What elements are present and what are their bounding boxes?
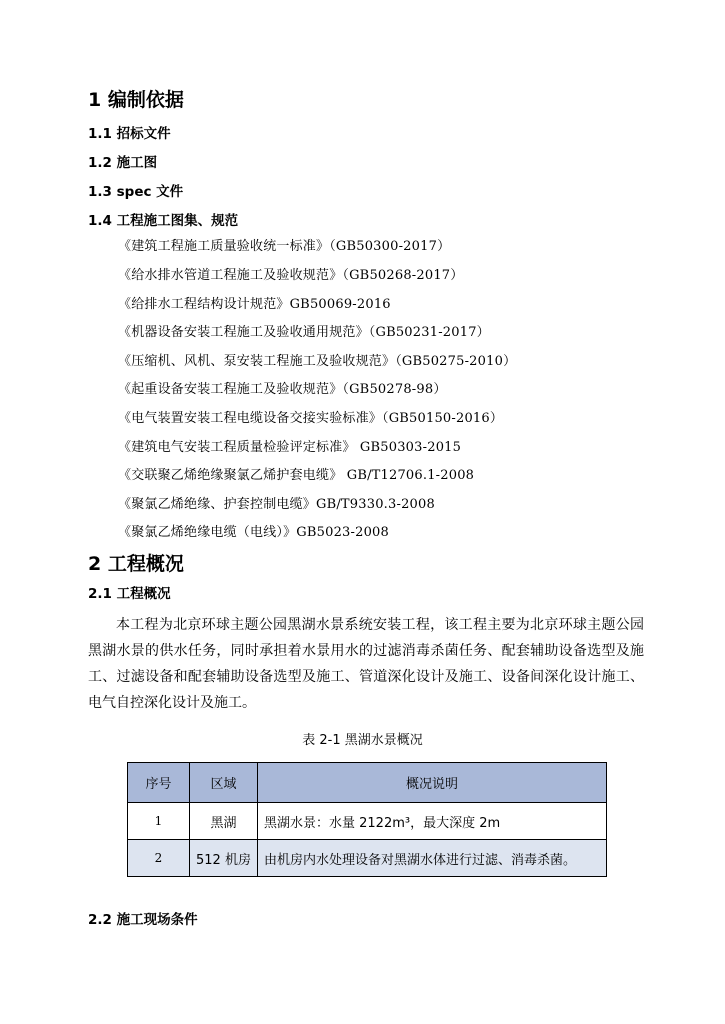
section-1-heading: 1 编制依据 (88, 89, 184, 111)
table-header-row (128, 763, 607, 803)
table-row (128, 803, 607, 840)
subsection-1-1: 1.1 招标文件 (88, 126, 171, 142)
standard-item: 《建筑工程施工质量验收统一标准》（GB50300-2017） (118, 239, 451, 254)
section-2-heading: 2 工程概况 (88, 553, 184, 575)
standard-item: 《电气装置安装工程电缆设备交接实验标准》（GB50150-2016） (118, 411, 504, 426)
subsection-1-2: 1.2 施工图 (88, 155, 158, 171)
standard-item: 《建筑电气安装工程质量检验评定标准》 GB50303-2015 (118, 440, 462, 455)
standard-item: 《机器设备安装工程施工及验收通用规范》（GB50231-2017） (118, 325, 490, 340)
project-overview-paragraph: 本工程为北京环球主题公园黑湖水景系统安装工程，该工程主要为北京环球主题公园黑湖水景的供水任务，同时承担着水景用水的过滤消毒杀菌任务、配套辅助设备选型及施工、过滤设备和配套辅助设备选型及施工、管道深化设计及施工、设备间深化设计施工、电气自控深化设计及施工。 (88, 617, 644, 711)
subsection-1-3: 1.3 spec 文件 (88, 184, 184, 200)
header-cell-description: 概况说明 (258, 763, 607, 803)
standard-item: 《压缩机、风机、泵安装工程施工及验收规范》（GB50275-2010） (118, 354, 517, 369)
standard-item: 《起重设备安装工程施工及验收规范》（GB50278-98） (118, 382, 447, 397)
table-caption: 表 2-1 黑湖水景概况 (302, 733, 423, 748)
cell-index: 2 (128, 840, 190, 877)
cell-index: 1 (128, 803, 190, 840)
standard-item: 《聚氯乙烯绝缘、护套控制电缆》GB/T9330.3-2008 (118, 497, 435, 512)
subsection-1-4: 1.4 工程施工图集、规范 (88, 213, 239, 229)
cell-description: 黑湖水景：水量 2122m³，最大深度 2m (258, 803, 607, 840)
black-lake-overview-table (127, 762, 607, 877)
header-cell-area: 区域 (190, 763, 258, 803)
subsection-2-1: 2.1 工程概况 (88, 586, 171, 602)
header-cell-index: 序号 (128, 763, 190, 803)
cell-area: 512 机房 (190, 840, 258, 877)
standard-item: 《给水排水管道工程施工及验收规范》（GB50268-2017） (118, 268, 464, 283)
cell-area: 黑湖 (190, 803, 258, 840)
cell-description: 由机房内水处理设备对黑湖水体进行过滤、消毒杀菌。 (258, 840, 607, 877)
standard-item: 《给排水工程结构设计规范》GB50069-2016 (118, 297, 391, 312)
standard-item: 《交联聚乙烯绝缘聚氯乙烯护套电缆》 GB/T12706.1-2008 (118, 468, 475, 483)
standard-item: 《聚氯乙烯绝缘电缆（电线）》GB5023-2008 (118, 525, 389, 540)
subsection-2-2: 2.2 施工现场条件 (88, 912, 198, 928)
table-row (128, 840, 607, 877)
